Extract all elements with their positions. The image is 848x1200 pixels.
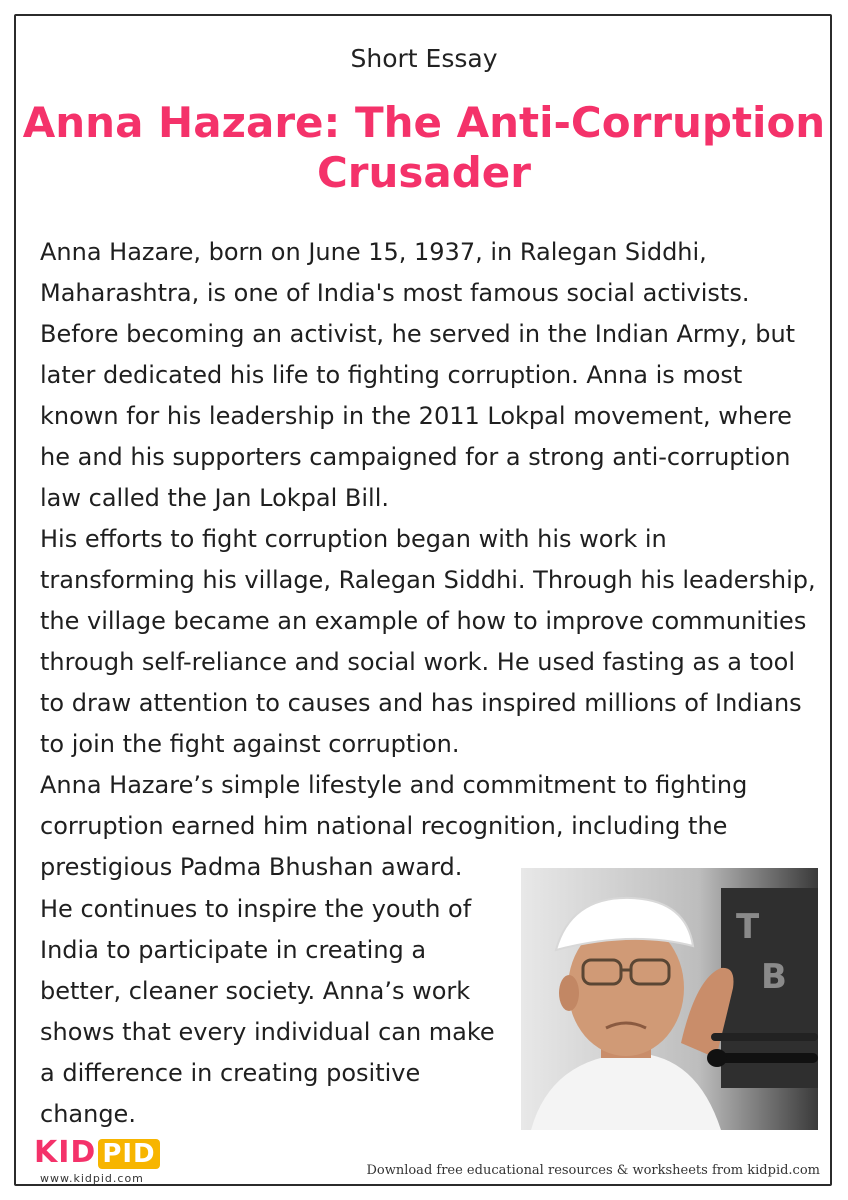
logo-kid-text: KID [34, 1135, 97, 1170]
page-title: Anna Hazare: The Anti-Corruption Crusader [22, 98, 826, 197]
logo-pid-text: PID [98, 1139, 159, 1169]
portrait-photo [521, 868, 818, 1130]
essay-paragraph-2: His efforts to fight corruption began with his work in transforming his village, Ralegan Siddhi. Through his leadership, the village became an example of how to improve communities through self-reliance and social work. He used fasting as a tool to draw attention to causes and has inspired millions of Indians to join the fight against corruption. [40, 525, 816, 758]
footer-note: Download free educational resources & worksheets from kidpid.com [366, 1163, 820, 1178]
essay-paragraph-1: Anna Hazare, born on June 15, 1937, in Ralegan Siddhi, Maharashtra, is one of India's most famous social activists. Before becoming an activist, he served in the Indian Army, but later dedicated his life to fighting corruption. Anna is most known for his leadership in the 2011 Lokpal movement, where he and his supporters campaigned for a strong anti-corruption law called the Jan Lokpal Bill. [40, 238, 796, 512]
essay-closing-paragraph: He continues to inspire the youth of India to participate in creating a better, cleaner society. Anna’s work shows that every individual can make a difference in creating positive change. [40, 895, 495, 1128]
essay-paragraph-3: Anna Hazare’s simple lifestyle and commitment to fighting corruption earned him national recognition, including the prestigious Padma Bhushan award. [40, 771, 748, 881]
essay-body [40, 232, 820, 888]
svg-text:B: B [761, 957, 787, 997]
kidpid-logo [34, 1135, 160, 1170]
essay-type-label: Short Essay [350, 44, 498, 73]
svg-text:T: T [736, 907, 760, 947]
logo-url: www.kidpid.com [40, 1172, 144, 1185]
